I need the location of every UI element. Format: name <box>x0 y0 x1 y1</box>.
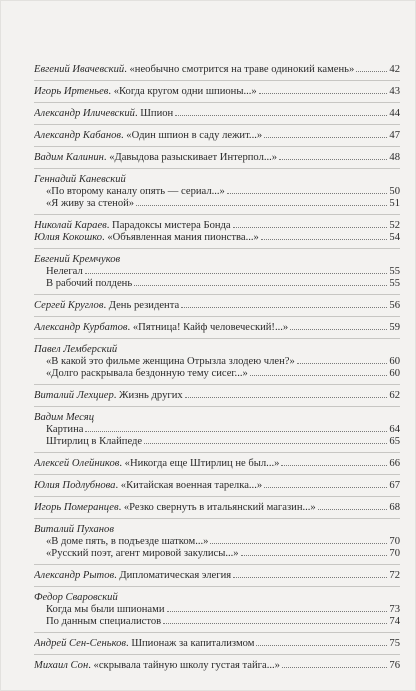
toc-entry <box>34 220 400 244</box>
entry-divider <box>34 518 400 519</box>
entry-title: «Долго раскрывала бездонную тему сисег...» <box>46 368 248 379</box>
entry-author: Игорь Померанцев <box>34 502 119 513</box>
entry-title: . «Резко свернуть в итальянский магазин...» <box>118 502 316 513</box>
toc-subentry <box>34 604 400 616</box>
entry-author: Виталий Лехциер <box>34 390 114 401</box>
entry-author: Александр Кабанов <box>34 130 121 141</box>
entry-author: Александр Иличевский <box>34 108 135 119</box>
entry-page-number: 59 <box>389 322 400 333</box>
toc-entry-row <box>34 660 400 672</box>
toc-entry <box>34 592 400 628</box>
toc-entry-row <box>34 130 400 142</box>
entry-title: . «Объявленная мания пионства...» <box>102 232 259 243</box>
entry-page-number: 43 <box>389 86 400 97</box>
entry-page-number: 72 <box>389 570 400 581</box>
entry-page-number: 60 <box>389 356 400 367</box>
entry-title-line <box>34 390 183 402</box>
toc-subentry <box>34 436 400 448</box>
toc-entry <box>34 570 400 582</box>
dot-leader <box>85 273 388 274</box>
toc-entry <box>34 502 400 514</box>
dot-leader <box>264 137 387 138</box>
entry-title: «В доме пять, в подъезде шатком...» <box>46 536 209 547</box>
entry-page-number: 70 <box>389 536 400 547</box>
entry-author: Михаил Сон <box>34 660 89 671</box>
dot-leader <box>282 667 387 668</box>
entry-divider <box>34 124 400 125</box>
toc-subentry <box>34 548 400 560</box>
toc-entry <box>34 660 400 672</box>
entry-title-line <box>34 232 259 244</box>
entry-page-number: 60 <box>389 368 400 379</box>
dot-leader <box>85 431 387 432</box>
entry-author: Виталий Пуханов <box>34 524 114 535</box>
dot-leader <box>134 285 387 286</box>
dot-leader <box>163 623 387 624</box>
entry-page-number: 55 <box>389 278 400 289</box>
entry-author: Федор Сваровский <box>34 592 118 603</box>
entry-author: Евгений Кремчуков <box>34 254 121 265</box>
toc-entry-row <box>34 502 400 514</box>
entry-page-number: 64 <box>389 424 400 435</box>
entry-title: . «Китайская военная тарелка...» <box>115 480 263 491</box>
entry-author: Юлия Кокошко <box>34 232 103 243</box>
entry-divider <box>34 102 400 103</box>
toc-entry-row <box>34 322 400 334</box>
entry-title: «В какой это фильме женщина Отрызла злодею член?» <box>46 356 295 367</box>
dot-leader <box>281 465 387 466</box>
entry-title: . «Никогда еще Штирлиц не был...» <box>119 458 280 469</box>
toc-entry-row <box>34 390 400 402</box>
entry-title: Нелегал <box>46 266 83 277</box>
entry-title: «Я живу за стеной» <box>46 198 135 209</box>
entry-title: . Дипломатическая элегия <box>114 570 232 581</box>
entry-title-line <box>34 502 316 514</box>
entry-title-line <box>34 660 280 672</box>
entry-author: Геннадий Каневский <box>34 174 126 185</box>
entry-page-number: 74 <box>389 616 400 627</box>
dot-leader <box>210 543 387 544</box>
dot-leader <box>181 307 387 308</box>
toc-entry <box>34 412 400 448</box>
toc-entry <box>34 524 400 560</box>
toc-entry <box>34 174 400 210</box>
toc-entry <box>34 108 400 120</box>
entry-author: Александр Курбатов <box>34 322 128 333</box>
entry-divider <box>34 654 400 655</box>
entry-title: По данным специалистов <box>46 616 162 627</box>
entry-author: Павел Лемберский <box>34 344 118 355</box>
entry-divider <box>34 496 400 497</box>
toc-subentry <box>34 368 400 380</box>
entry-divider <box>34 146 400 147</box>
entry-title: Картина <box>46 424 84 435</box>
toc-subentry <box>34 186 400 198</box>
entry-title: Когда мы были шпионами <box>46 604 165 615</box>
toc-entry <box>34 86 400 98</box>
entry-title-line <box>34 300 179 312</box>
entry-title: «Русский поэт, агент мировой закулисы...» <box>46 548 239 559</box>
toc-subentry <box>34 278 400 290</box>
toc-entry-row <box>34 480 400 492</box>
entry-divider <box>34 338 400 339</box>
entry-title: . «скрывала тайную школу густая тайга...» <box>88 660 280 671</box>
toc-entry <box>34 390 400 402</box>
entry-title-line <box>34 458 279 470</box>
toc-entry-row <box>34 458 400 470</box>
entry-title: . Шпион <box>134 108 174 119</box>
entry-divider <box>34 632 400 633</box>
toc-subentry <box>34 424 400 436</box>
entry-divider <box>34 294 400 295</box>
toc-entry <box>34 300 400 312</box>
entry-page-number: 47 <box>389 130 400 141</box>
dot-leader <box>167 611 388 612</box>
toc-subentry <box>34 356 400 368</box>
toc-entry-row <box>34 232 400 244</box>
entry-title: . Шпионаж за капитализмом <box>126 638 255 649</box>
toc-entry <box>34 458 400 470</box>
toc-subentry <box>34 616 400 628</box>
entry-divider <box>34 564 400 565</box>
entry-divider <box>34 80 400 81</box>
dot-leader <box>144 443 387 444</box>
toc-entry-row <box>34 86 400 98</box>
toc-entry-row <box>34 300 400 312</box>
entry-title: . «Давыдова разыскивает Интерпол...» <box>103 152 278 163</box>
entry-page-number: 42 <box>389 64 400 75</box>
toc-entry <box>34 152 400 164</box>
entry-page-number: 75 <box>389 638 400 649</box>
entry-page-number: 55 <box>389 266 400 277</box>
entry-title: Штирлиц в Клайпеде <box>46 436 143 447</box>
entry-divider <box>34 586 400 587</box>
toc-entry-row <box>34 108 400 120</box>
toc-entry <box>34 322 400 334</box>
toc-entry <box>34 344 400 380</box>
entry-page-number: 54 <box>389 232 400 243</box>
dot-leader <box>233 227 388 228</box>
entry-page-number: 50 <box>389 186 400 197</box>
entry-page-number: 56 <box>389 300 400 311</box>
entry-title-line <box>34 86 257 98</box>
dot-leader <box>279 159 387 160</box>
entry-title: В рабочий полдень <box>46 278 133 289</box>
entry-author: Александр Рытов <box>34 570 115 581</box>
entry-page-number: 62 <box>389 390 400 401</box>
entry-divider <box>34 384 400 385</box>
entry-title-line <box>34 108 173 120</box>
entry-title-line <box>34 220 231 232</box>
entry-title-line <box>34 638 254 650</box>
entry-author: Вадим Калинин <box>34 152 104 163</box>
toc-entry <box>34 638 400 650</box>
entry-page-number: 67 <box>389 480 400 491</box>
entry-title: . «необычно смотрится на траве одинокий камень» <box>124 64 355 75</box>
entry-author: Игорь Иртеньев <box>34 86 109 97</box>
toc-entry-row <box>34 152 400 164</box>
entry-title: . Парадоксы мистера Бонда <box>106 220 231 231</box>
entry-title: . «Пятница! Кайф человеческий!...» <box>127 322 289 333</box>
entry-author: Николай Караев <box>34 220 107 231</box>
entry-divider <box>34 214 400 215</box>
dot-leader <box>297 363 388 364</box>
dot-leader <box>290 329 387 330</box>
dot-leader <box>318 509 388 510</box>
entry-author: Андрей Сен-Сеньков <box>34 638 127 649</box>
dot-leader <box>264 487 387 488</box>
toc-entry <box>34 254 400 290</box>
dot-leader <box>175 115 387 116</box>
entry-page-number: 65 <box>389 436 400 447</box>
toc-entry-row <box>34 220 400 232</box>
toc-entry-row <box>34 638 400 650</box>
entry-page-number: 51 <box>389 198 400 209</box>
entry-author: Алексей Олейников <box>34 458 120 469</box>
entry-author: Евгений Ивачевский <box>34 64 125 75</box>
entry-title: . Жизнь других <box>113 390 183 401</box>
entry-page-number: 66 <box>389 458 400 469</box>
entry-title: . «Когда кругом одни шпионы...» <box>108 86 257 97</box>
entry-page-number: 68 <box>389 502 400 513</box>
entry-title: «По второму каналу опять — сериал...» <box>46 186 225 197</box>
entry-divider <box>34 248 400 249</box>
toc-entry <box>34 480 400 492</box>
dot-leader <box>233 577 387 578</box>
dot-leader <box>136 205 387 206</box>
toc-entry <box>34 130 400 142</box>
entry-divider <box>34 452 400 453</box>
entry-title: . «Один шпион в саду лежит...» <box>121 130 263 141</box>
entry-author: Сергей Круглов <box>34 300 104 311</box>
toc-subentry <box>34 198 400 210</box>
toc-subentry <box>34 266 400 278</box>
toc-subentry <box>34 536 400 548</box>
entry-title: . День резидента <box>103 300 180 311</box>
entry-page-number: 52 <box>389 220 400 231</box>
entry-title-line <box>34 130 262 142</box>
dot-leader <box>356 71 387 72</box>
entry-page-number: 70 <box>389 548 400 559</box>
toc-entry-row <box>34 570 400 582</box>
entry-page-number: 44 <box>389 108 400 119</box>
dot-leader <box>241 555 388 556</box>
entry-title-line <box>34 480 262 492</box>
entry-author: Вадим Месяц <box>34 412 94 423</box>
toc-entry <box>34 64 400 76</box>
entry-divider <box>34 316 400 317</box>
entry-divider <box>34 406 400 407</box>
entry-page-number: 48 <box>389 152 400 163</box>
entry-divider <box>34 168 400 169</box>
dot-leader <box>256 645 387 646</box>
entry-page-number: 76 <box>389 660 400 671</box>
entry-author: Юлия Подлубнова <box>34 480 116 491</box>
dot-leader <box>259 93 388 94</box>
table-of-contents <box>34 64 400 672</box>
dot-leader <box>185 397 388 398</box>
entry-title-line <box>34 570 231 582</box>
dot-leader <box>261 239 388 240</box>
entry-page-number: 73 <box>389 604 400 615</box>
dot-leader <box>250 375 388 376</box>
dot-leader <box>227 193 388 194</box>
entry-title-line <box>34 322 288 334</box>
toc-entry-row <box>34 64 400 76</box>
entry-title-line <box>34 64 354 76</box>
entry-divider <box>34 474 400 475</box>
entry-title-line <box>34 152 277 164</box>
